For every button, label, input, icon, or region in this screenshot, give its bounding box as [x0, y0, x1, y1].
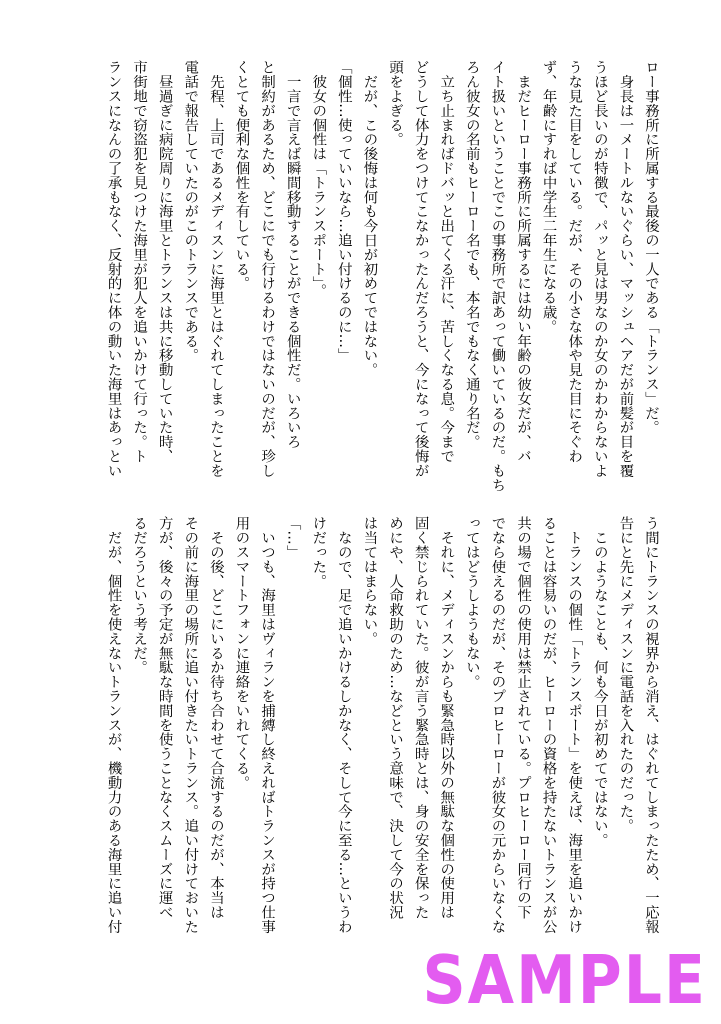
- text-column: イト扱いということでこの事務所で訳あって働いているのだ。もち: [489, 60, 506, 492]
- text-column: 立ち止まればドバッと出てくる汗に、苦しくなる息。今まで: [438, 60, 455, 464]
- text-column: いつも、海里はヴィランを捕縛し終えればトランスが持つ仕事: [259, 516, 276, 934]
- text-column: 先程、上司であるメディスンに海里とはぐれてしまったことを: [207, 60, 224, 478]
- text-column: 電話で報告していたのがこのトランスである。: [182, 60, 199, 363]
- text-column: うな見た目をしている。だが、その小さな体や見た目にそぐわ: [566, 60, 583, 464]
- text-column: だが、この後悔は何も今日が初めてではない。: [361, 60, 378, 377]
- text-column: だが、個性を使えないトランスが、機動力のある海里に追い付: [105, 516, 122, 934]
- text-column: ランスになんの了承もなく、反射的に体の動いた海里はあっとい: [105, 60, 122, 478]
- text-column: 告にと先にメディスンに電話を入れたのだった。: [617, 516, 634, 833]
- text-column: 昼過ぎに病院周りに海里とトランスは共に移動していた時、: [156, 60, 173, 464]
- text-column: でなら使えるのだが、そのプロヒーローが彼女の元からいなくな: [489, 516, 506, 934]
- text-column: 彼女の個性は「トランスポート」。: [310, 60, 327, 298]
- text-column: 「…」: [284, 516, 301, 560]
- text-column: 一言で言えば瞬間移動することができる個性だ。いろいろ: [284, 60, 301, 449]
- text-column: ってはどうしようもない。: [463, 516, 480, 689]
- upper-text-block: [73, 60, 663, 492]
- text-column: 市街地で窃盗犯を見つけた海里が犯人を追いかけて行った。ト: [131, 60, 148, 464]
- lower-text-block: [73, 516, 663, 940]
- text-column: 頭をよぎる。: [387, 60, 404, 147]
- text-column: う間にトランスの視界から消え、はぐれてしまったため、一応報: [643, 516, 659, 934]
- text-column: は当てはまらない。: [361, 516, 378, 646]
- text-column: それに、メディスンからも緊急時以外の無駄な個性の使用は: [438, 516, 455, 920]
- text-column: ず、年齢にすれば中学生二年生になる歳。: [540, 60, 557, 334]
- text-column: 固く禁じられていた。彼が言う緊急時とは、身の安全を保った: [412, 516, 429, 920]
- text-column: このようなことも、何も今日が初めてではない。: [591, 516, 608, 848]
- text-column: ることは容易いのだが、ヒーローの資格を持たないトランスが公: [540, 516, 557, 934]
- text-column: まだヒーロー事務所に所属するには幼い年齢の彼女だが、バ: [515, 60, 532, 464]
- text-column: 「個性…使っていいなら…追い付けるのに…」: [335, 60, 352, 363]
- text-column: 方が、後々の予定が無駄な時間を使うことなくスムーズに運べ: [156, 516, 173, 920]
- text-column: るだろうという考えだ。: [131, 516, 148, 675]
- text-column: ろん彼女の名前もヒーロー名でも、本名でもなく通り名だ。: [463, 60, 480, 449]
- text-column: と制約があるため、どこにでも行けるわけではないのだが、珍し: [259, 60, 276, 478]
- text-column: その後、どこにいるか待ち合わせて合流するのだが、本当は: [207, 516, 224, 920]
- text-column: その前に海里の場所に追い付きたいトランス。追い付けておいた: [182, 516, 199, 934]
- text-column: なので、足で追いかけるしかなく、そして今に至る…というわ: [335, 516, 352, 934]
- sample-watermark: SAMPLE: [422, 941, 707, 1020]
- text-column: 身長は一メートルないぐらい、マッシュヘアだが前髪が目を覆: [617, 60, 634, 478]
- text-column: くとても便利な個性を有している。: [233, 60, 250, 291]
- text-column: けだった。: [310, 516, 327, 588]
- text-column: うほど長いのが特徴で、パッと見は男なのか女のかわからないよ: [591, 60, 608, 478]
- text-column: ロー事務所に所属する最後の一人である「トランス」だ。: [643, 60, 659, 435]
- text-column: 用のスマートフォンに連絡をいれてくる。: [233, 516, 250, 790]
- text-column: めにや、人命救助のため…などという意味で、決して今の状況: [387, 516, 404, 920]
- text-column: 共の場で個性の使用は禁止されている。プロヒーロー同行の下: [515, 516, 532, 920]
- text-column: トランスの個性「トランスポート」を使えば、海里を追いかけ: [566, 516, 583, 934]
- text-column: どうして体力をつけてこなかったんだろうと、今になって後悔が: [412, 60, 429, 478]
